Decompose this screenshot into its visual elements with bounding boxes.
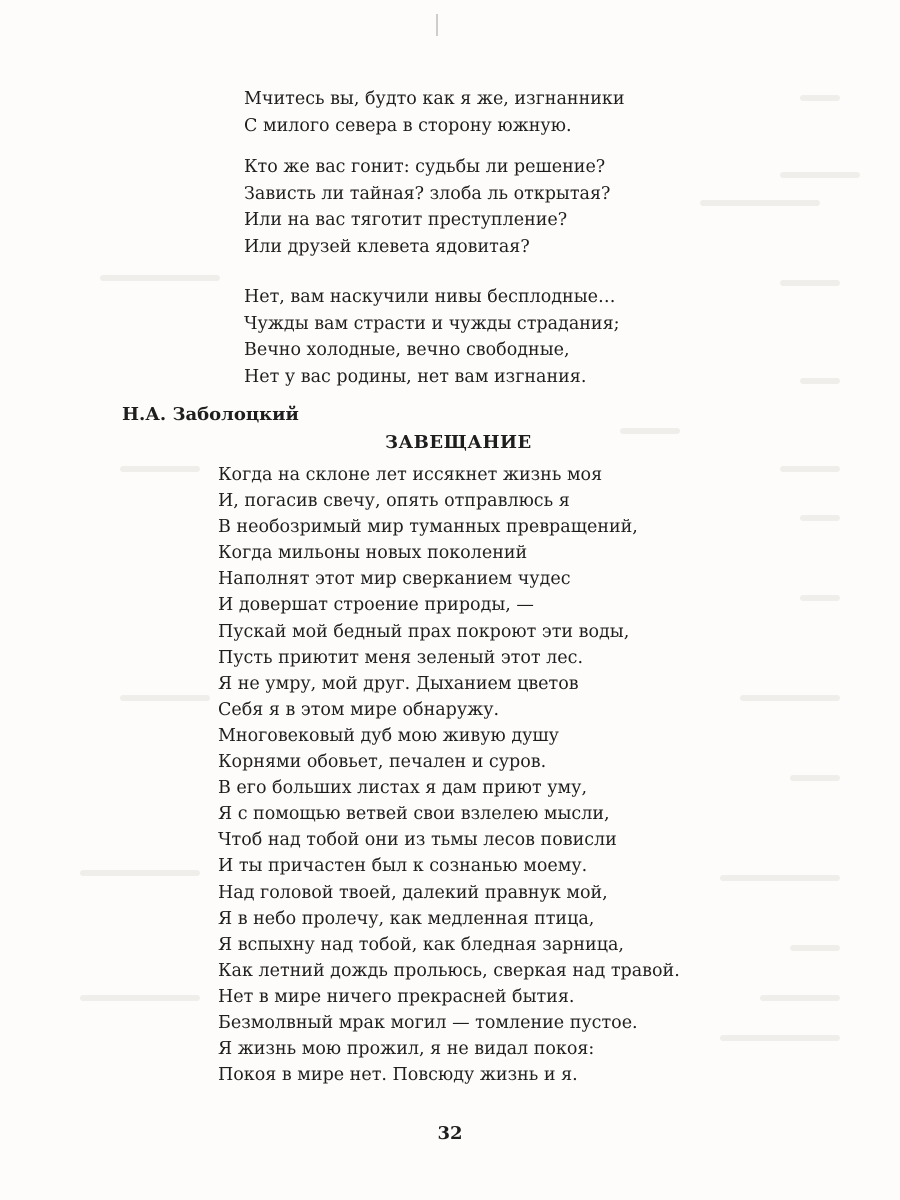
poem-line: Когда на склоне лет иссякнет жизнь моя (218, 465, 603, 485)
poem-line: Себя я в этом мире обнаружу. (218, 699, 500, 720)
poem-line: Безмолвный мрак могил — томление пустое. (218, 1012, 638, 1033)
poem-line: Зависть ли тайная? злоба ль открытая? (244, 183, 611, 204)
poem-line: Или друзей клевета ядовитая? (244, 236, 530, 257)
author-name: Н.А. Заболоцкий (122, 404, 299, 425)
poem-line: Я с помощью ветвей свои взлелею мысли, (218, 804, 610, 825)
poem-line: Я вспыхну над тобой, как бледная зарница, (218, 934, 624, 955)
poem-line: Нет в мире ничего прекрасней бытия. (218, 986, 575, 1007)
poem-line: Нет, вам наскучили нивы бесплодные… (244, 287, 616, 307)
poem-line: Нет у вас родины, нет вам изгнания. (244, 366, 587, 387)
poem-line: Я в небо пролечу, как медленная птица, (218, 908, 595, 929)
poem-line: Чужды вам страсти и чужды страдания; (244, 313, 620, 334)
poem-line: Я жизнь мою прожил, я не видал покоя: (218, 1039, 595, 1060)
poem-line: Или на вас тяготит преступление? (244, 210, 568, 230)
poem-line: В его больших листах я дам приют уму, (218, 778, 588, 799)
poem-line: Корнями обовьет, печален и суров. (218, 752, 547, 773)
poem-title: ЗАВЕЩАНИЕ (385, 432, 532, 453)
poem-line: Многовековый дуб мою живую душу (218, 725, 559, 746)
stanza-1 (244, 86, 625, 139)
stanza-3 (244, 284, 620, 390)
poem-line: Покоя в мире нет. Повсюду жизнь и я. (218, 1065, 578, 1086)
poem-line: Над головой твоей, далекий правнук мой, (218, 882, 608, 903)
poem-line: Чтоб над тобой они из тьмы лесов повисли (218, 830, 617, 851)
poem-line: Вечно холодные, вечно свободные, (244, 340, 570, 360)
page-fold-mark (436, 14, 438, 36)
poem-line: В необозримый мир туманных превращений, (218, 517, 638, 538)
poem-line: И, погасив свечу, опять отправлюсь я (218, 491, 570, 512)
page-number: 32 (437, 1123, 463, 1144)
poem-line: Наполнят этот мир сверканием чудес (218, 569, 571, 590)
poem-line: Мчитесь вы, будто как я же, изгнанники (244, 89, 625, 109)
poem-line: Кто же вас гонит: судьбы ли решение? (244, 157, 606, 177)
poem-line: Я не умру, мой друг. Дыханием цветов (218, 673, 579, 694)
poem-line: С милого севера в сторону южную. (244, 115, 572, 136)
poem-line: И ты причастен был к сознанью моему. (218, 856, 588, 877)
poem-line: Когда мильоны новых поколений (218, 543, 528, 564)
poem-line: И довершат строение природы, — (218, 595, 534, 616)
poem-line: Как летний дождь прольюсь, сверкая над травой. (218, 960, 680, 981)
poem-line: Пусть приютит меня зеленый этот лес. (218, 647, 584, 668)
stanza-2 (244, 154, 610, 260)
poem-body (218, 462, 680, 1088)
poem-line: Пускай мой бедный прах покроют эти воды, (218, 621, 630, 642)
